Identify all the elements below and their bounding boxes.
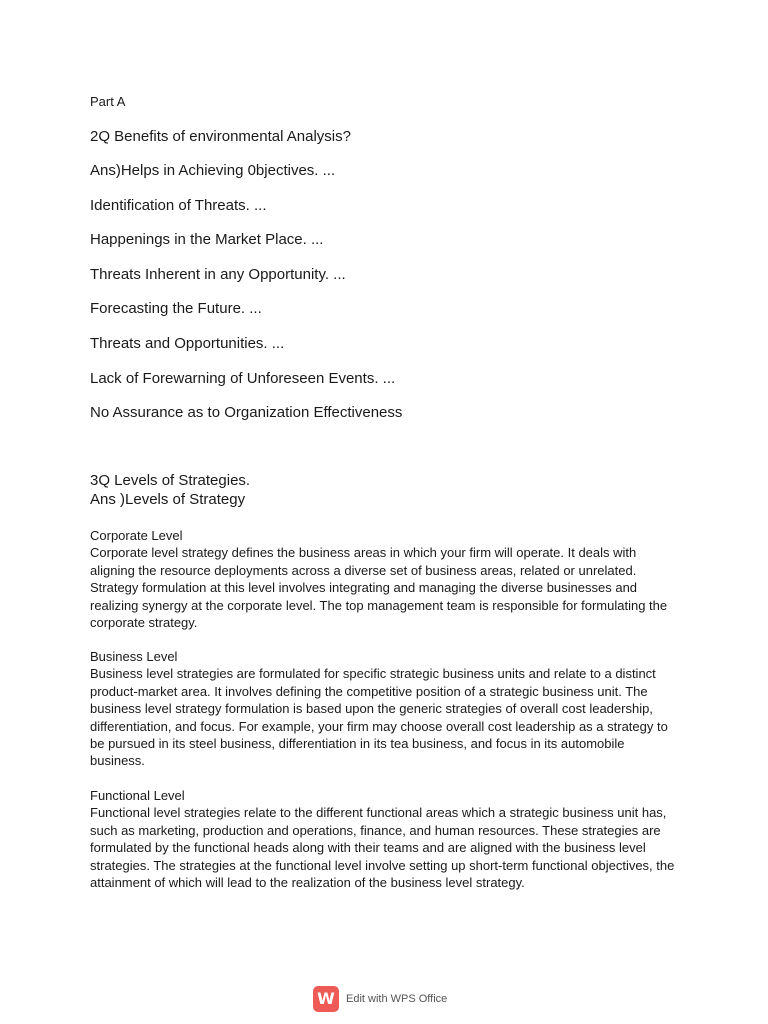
section-body: Business level strategies are formulated for specific strategic business units and relate to a distinct product-market area. It involves defining the competitive position of a strategic business unit. The business level strategy formulation is based upon the generic strategies of overall cost leadership, differentiation, and focus. For example, your firm may choose overall cost leadership as a strategy to be pursued in its steel business, differentiation in its tea business, and focus in its automobile business. <box>90 666 668 769</box>
q2-answer-line: Lack of Forewarning of Unforeseen Events. ... <box>90 370 396 387</box>
document-page <box>90 0 690 1024</box>
part-label: Part A <box>90 94 126 109</box>
q3-question: 3Q Levels of Strategies. <box>90 472 251 489</box>
wps-edit-badge[interactable] <box>313 985 447 1012</box>
business-level-section <box>90 648 680 770</box>
corporate-level-section <box>90 527 680 631</box>
q2-answer-line: Happenings in the Market Place. ... <box>90 231 324 248</box>
section-heading: Business Level <box>90 649 178 664</box>
q2-answer-line: Threats and Opportunities. ... <box>90 335 285 352</box>
functional-level-section <box>90 787 680 891</box>
q3-answer-intro: Ans )Levels of Strategy <box>90 491 246 508</box>
q3-block <box>90 471 250 509</box>
wps-edit-label: Edit with WPS Office <box>346 992 448 1005</box>
section-heading: Corporate Level <box>90 528 183 543</box>
q2-answer-line: Ans)Helps in Achieving 0bjectives. ... <box>90 162 336 179</box>
q2-answer-line: Identification of Threats. ... <box>90 197 267 214</box>
section-body: Corporate level strategy defines the business areas in which your firm will operate. It deals with aligning the resource deployments across a diverse set of business areas, related or unrelated. Strategy formulation at this level involves integrating and managing the diverse businesses and realizing synergy at the corporate level. The top management team is responsible for formulating the corporate strategy. <box>90 545 668 631</box>
q2-answer-line: No Assurance as to Organization Effectiveness <box>90 404 403 421</box>
q2-question: 2Q Benefits of environmental Analysis? <box>90 128 351 145</box>
q2-answer-line: Forecasting the Future. ... <box>90 300 262 317</box>
section-heading: Functional Level <box>90 788 185 803</box>
wps-logo-icon: W <box>313 986 339 1012</box>
section-body: Functional level strategies relate to the different functional areas which a strategic business unit has, such as marketing, production and operations, finance, and human resources. These strategies are formulated by the functional heads along with their teams and are aligned with the business level strategies. The strategies at the functional level involve setting up short-term functional objectives, the attainment of which will lead to the realization of the business level strategy. <box>90 805 675 891</box>
q2-answer-line: Threats Inherent in any Opportunity. ... <box>90 266 346 283</box>
